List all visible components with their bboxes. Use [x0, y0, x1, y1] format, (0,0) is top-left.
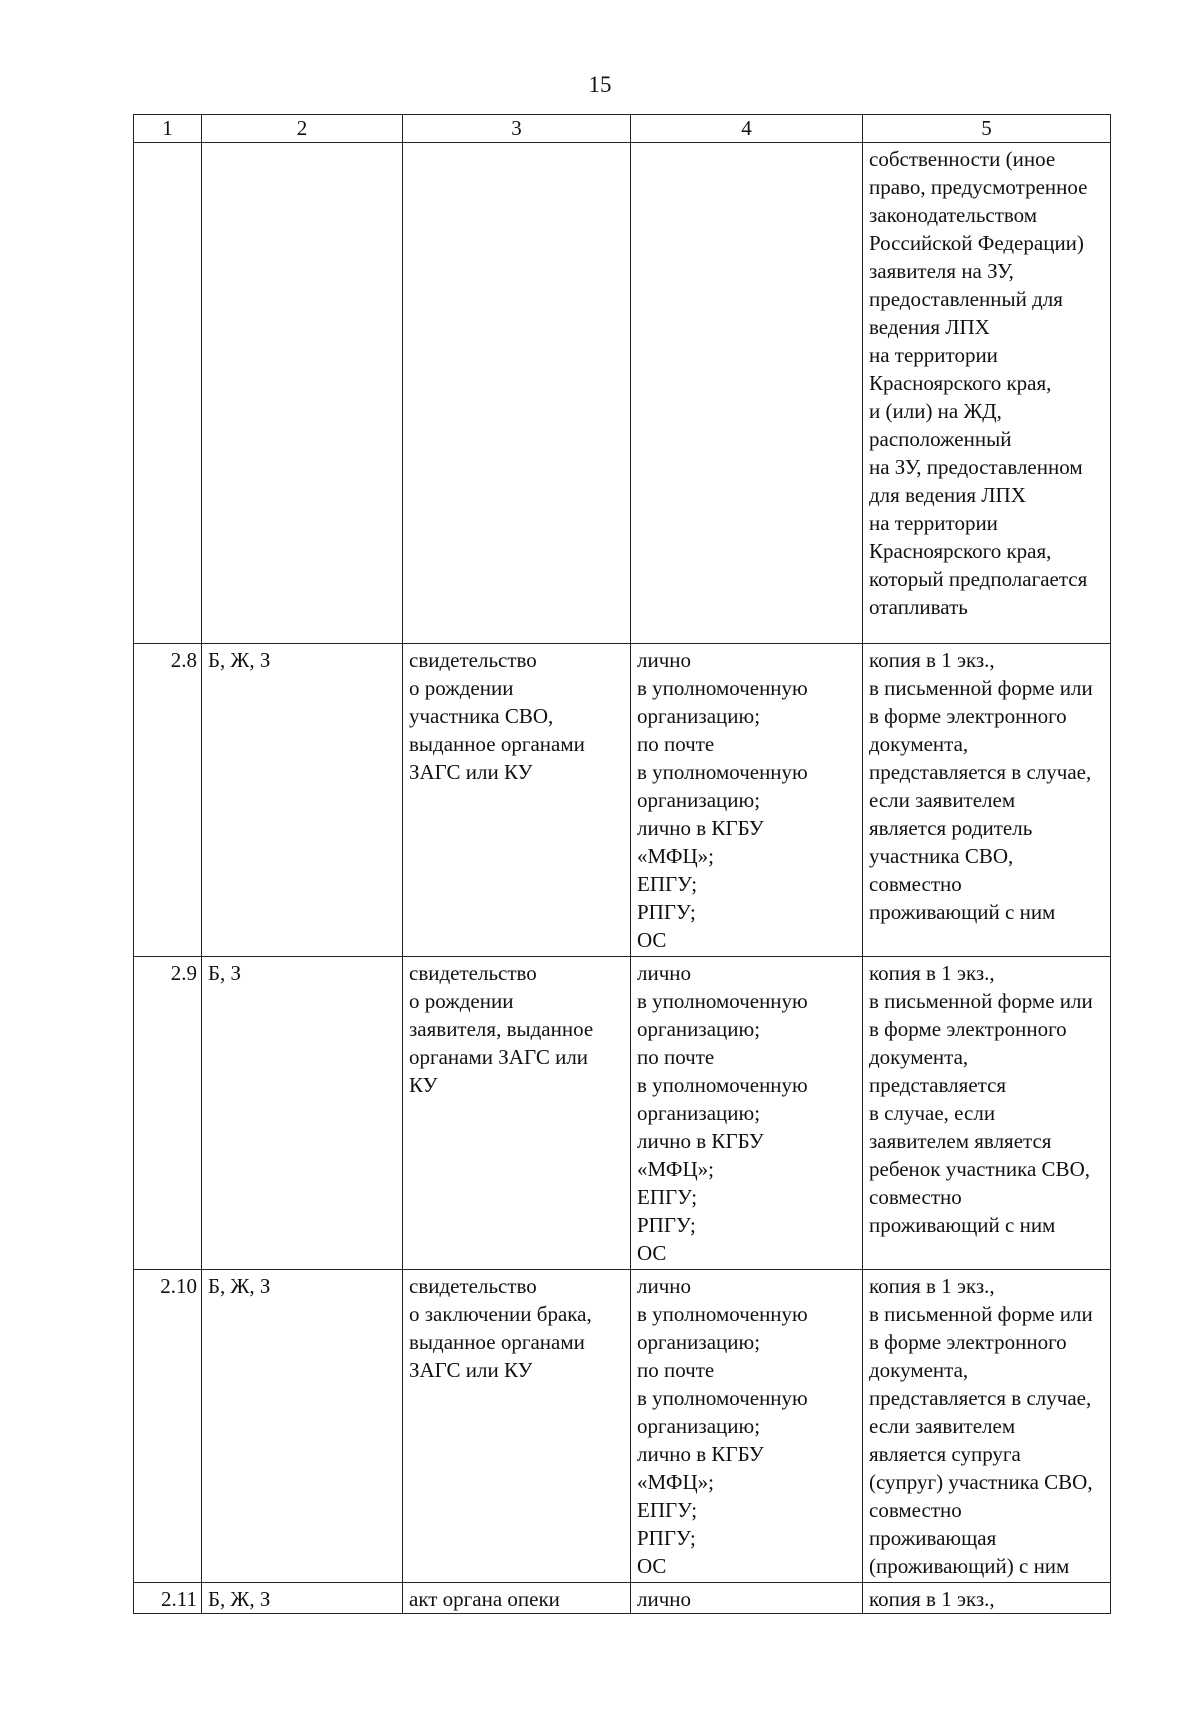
row-number-cell: 2.8 — [134, 644, 202, 957]
row-number-cell: 2.9 — [134, 957, 202, 1270]
table-row — [134, 957, 1111, 1270]
table-row — [134, 644, 1111, 957]
category-cell: Б, З — [202, 957, 403, 1270]
requirements-cell: собственности (иное право, предусмотренное законодательством Российской Федерации) заявителя на ЗУ, предоставленный для ведения ЛПХ на территории Красноярского края, и (или) на ЖД, расположенный на ЗУ, предоставленном для ведения ЛПХ на территории Красноярского края, который предполагается отапливать — [863, 143, 1111, 644]
category-cell: Б, Ж, З — [202, 1270, 403, 1583]
document-table — [133, 114, 1111, 1614]
document-cell: акт органа опеки — [403, 1583, 631, 1614]
row-number-cell: 2.10 — [134, 1270, 202, 1583]
column-header: 2 — [202, 115, 403, 143]
column-header: 5 — [863, 115, 1111, 143]
category-cell: Б, Ж, З — [202, 644, 403, 957]
table-row — [134, 143, 1111, 644]
row-number-cell: 2.11 — [134, 1583, 202, 1614]
category-cell: Б, Ж, З — [202, 1583, 403, 1614]
document-cell: свидетельство о рождении участника СВО, выданное органами ЗАГС или КУ — [403, 644, 631, 957]
table-header-row — [134, 115, 1111, 143]
column-header: 4 — [631, 115, 863, 143]
requirements-cell: копия в 1 экз., в письменной форме или в форме электронного документа, представляется в случае, если заявителем является ребенок участника СВО, совместно проживающий с ним — [863, 957, 1111, 1270]
table-row — [134, 1270, 1111, 1583]
row-number-cell — [134, 143, 202, 644]
submission-method-cell: лично — [631, 1583, 863, 1614]
column-header: 1 — [134, 115, 202, 143]
submission-method-cell: лично в уполномоченную организацию; по почте в уполномоченную организацию; лично в КГБУ «МФЦ»; ЕПГУ; РПГУ; ОС — [631, 957, 863, 1270]
requirements-cell: копия в 1 экз., в письменной форме или в форме электронного документа, представляется в случае, если заявителем является супруга (супруг) участника СВО, совместно проживающая (проживающий) с ним — [863, 1270, 1111, 1583]
document-cell: свидетельство о заключении брака, выданное органами ЗАГС или КУ — [403, 1270, 631, 1583]
requirements-cell: копия в 1 экз., — [863, 1583, 1111, 1614]
column-header: 3 — [403, 115, 631, 143]
submission-method-cell — [631, 143, 863, 644]
page-number: 15 — [588, 72, 612, 97]
document-cell — [403, 143, 631, 644]
submission-method-cell: лично в уполномоченную организацию; по почте в уполномоченную организацию; лично в КГБУ «МФЦ»; ЕПГУ; РПГУ; ОС — [631, 644, 863, 957]
requirements-cell: копия в 1 экз., в письменной форме или в форме электронного документа, представляется в случае, если заявителем является родитель участника СВО, совместно проживающий с ним — [863, 644, 1111, 957]
submission-method-cell: лично в уполномоченную организацию; по почте в уполномоченную организацию; лично в КГБУ «МФЦ»; ЕПГУ; РПГУ; ОС — [631, 1270, 863, 1583]
table-row — [134, 1583, 1111, 1614]
category-cell — [202, 143, 403, 644]
document-cell: свидетельство о рождении заявителя, выданное органами ЗАГС или КУ — [403, 957, 631, 1270]
